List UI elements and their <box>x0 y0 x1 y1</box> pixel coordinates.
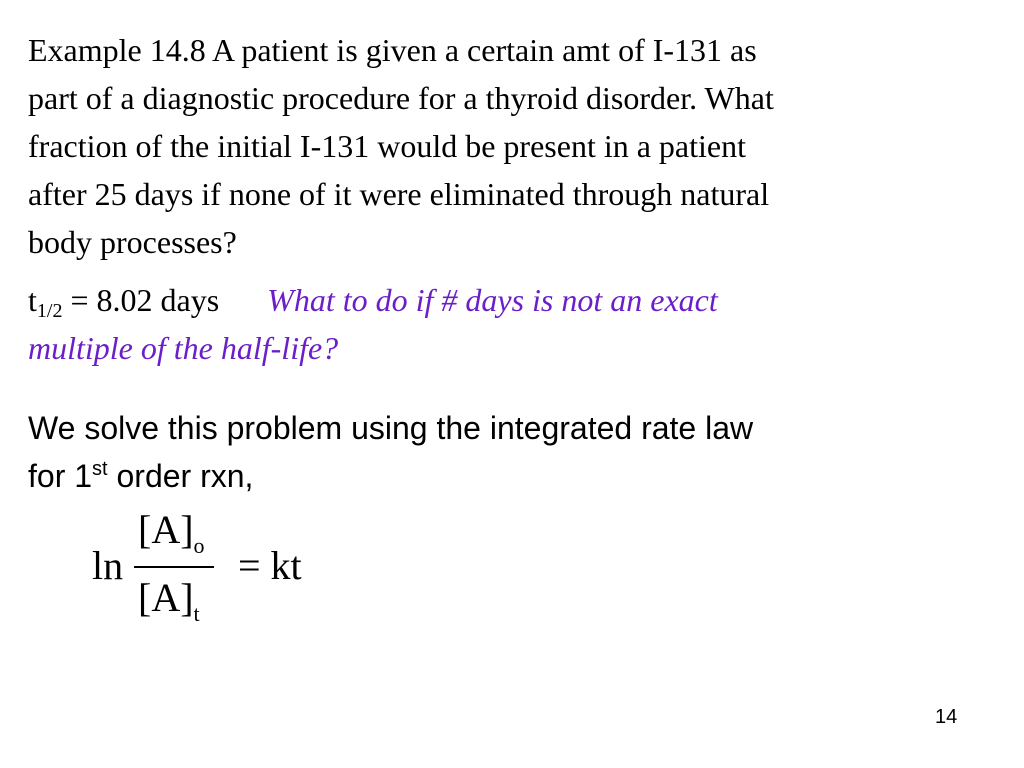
equation-numerator <box>138 506 205 558</box>
equation-ln: ln <box>92 543 124 588</box>
solve-text <box>28 404 988 500</box>
example-line-1: Example 14.8 A patient is given a certain amt of I-131 as <box>28 32 757 68</box>
solve-line-2 <box>28 452 988 500</box>
example-line-4: after 25 days if none of it were eliminated through natural <box>28 176 770 212</box>
equation-numerator-subscript: o <box>193 533 205 558</box>
solve-line-2-prefix: for 1 <box>28 458 93 494</box>
equation-rhs: = kt <box>238 543 302 588</box>
half-life-symbol: t <box>28 282 37 318</box>
half-life-line <box>28 276 988 324</box>
half-life-value: = 8.02 days <box>62 282 220 318</box>
equation-numerator-text: [A] <box>138 507 194 552</box>
solve-line-2-suffix: order rxn, <box>107 458 254 494</box>
half-life-subscript: 1/2 <box>36 300 63 322</box>
question-line-2: multiple of the half-life? <box>28 330 339 366</box>
equation-denominator-text: [A] <box>138 575 194 620</box>
example-line-3: fraction of the initial I-131 would be present in a patient <box>28 128 746 164</box>
integrated-rate-law-equation <box>88 506 348 626</box>
solve-line-1: We solve this problem using the integrated rate law <box>28 410 754 446</box>
equation-fraction-bar <box>134 566 214 568</box>
solve-line-2-superscript: st <box>92 458 108 480</box>
example-line-5: body processes? <box>28 224 237 260</box>
equation-denominator <box>138 574 200 626</box>
example-problem-text <box>28 26 978 266</box>
page-number: 14 <box>935 706 958 728</box>
equation-denominator-subscript: t <box>193 601 200 626</box>
question-line-1: What to do if # days is not an exact <box>267 282 718 318</box>
example-line-2: part of a diagnostic procedure for a thyroid disorder. What <box>28 80 774 116</box>
